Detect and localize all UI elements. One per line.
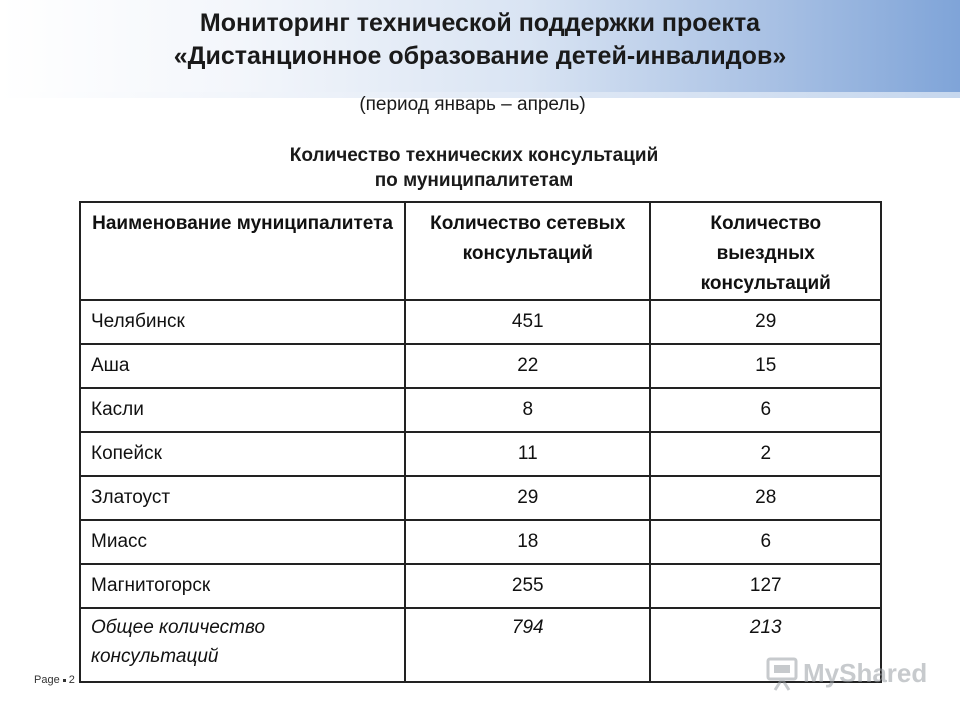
row-onsite-count: 127: [650, 564, 881, 608]
table-header-row: [80, 202, 881, 300]
row-network-count: 18: [405, 520, 650, 564]
table-row: [80, 432, 881, 476]
watermark-text: MyShared: [803, 658, 928, 688]
page-title-line2: «Дистанционное образование детей-инвалидов»: [173, 42, 787, 70]
table-row: [80, 476, 881, 520]
row-onsite-count: 15: [650, 344, 881, 388]
watermark: [765, 656, 928, 696]
period-subtitle: (период январь – апрель): [359, 94, 586, 115]
row-municipality: Касли: [80, 388, 405, 432]
consultations-table: [79, 201, 882, 683]
page-separator-icon: [63, 679, 66, 682]
row-municipality: Магнитогорск: [80, 564, 405, 608]
total-label: Общее количество консультаций: [80, 608, 405, 682]
row-onsite-count: 6: [650, 520, 881, 564]
row-network-count: 11: [405, 432, 650, 476]
table-row: [80, 388, 881, 432]
row-municipality: Миасс: [80, 520, 405, 564]
row-network-count: 22: [405, 344, 650, 388]
row-network-count: 451: [405, 300, 650, 344]
row-onsite-count: 28: [650, 476, 881, 520]
page-title-line1: Мониторинг технической поддержки проекта: [199, 9, 761, 37]
row-onsite-count: 29: [650, 300, 881, 344]
table-total-row: [80, 608, 881, 682]
header-municipality: Наименование муниципалитета: [80, 202, 405, 300]
row-onsite-count: 6: [650, 388, 881, 432]
table-row: [80, 300, 881, 344]
table-row: [80, 564, 881, 608]
presentation-board-icon: [765, 656, 799, 692]
row-municipality: Аша: [80, 344, 405, 388]
page-label-text: Page: [34, 674, 60, 686]
total-network-count: 794: [405, 608, 650, 682]
header-network-consultations: Количество сетевых консультаций: [405, 202, 650, 300]
table-row: [80, 520, 881, 564]
row-municipality: Копейск: [80, 432, 405, 476]
page-indicator: [34, 674, 75, 686]
total-onsite-count: 213: [650, 608, 881, 682]
row-municipality: Челябинск: [80, 300, 405, 344]
page-number: 2: [68, 674, 75, 686]
row-network-count: 29: [405, 476, 650, 520]
row-municipality: Златоуст: [80, 476, 405, 520]
row-onsite-count: 2: [650, 432, 881, 476]
row-network-count: 8: [405, 388, 650, 432]
table-row: [80, 344, 881, 388]
row-network-count: 255: [405, 564, 650, 608]
header-onsite-consultations: Количество выездных консультаций: [650, 202, 881, 300]
table-caption-line2: по муниципалитетам: [374, 170, 574, 191]
table-caption-line1: Количество технических консультаций: [289, 145, 659, 166]
